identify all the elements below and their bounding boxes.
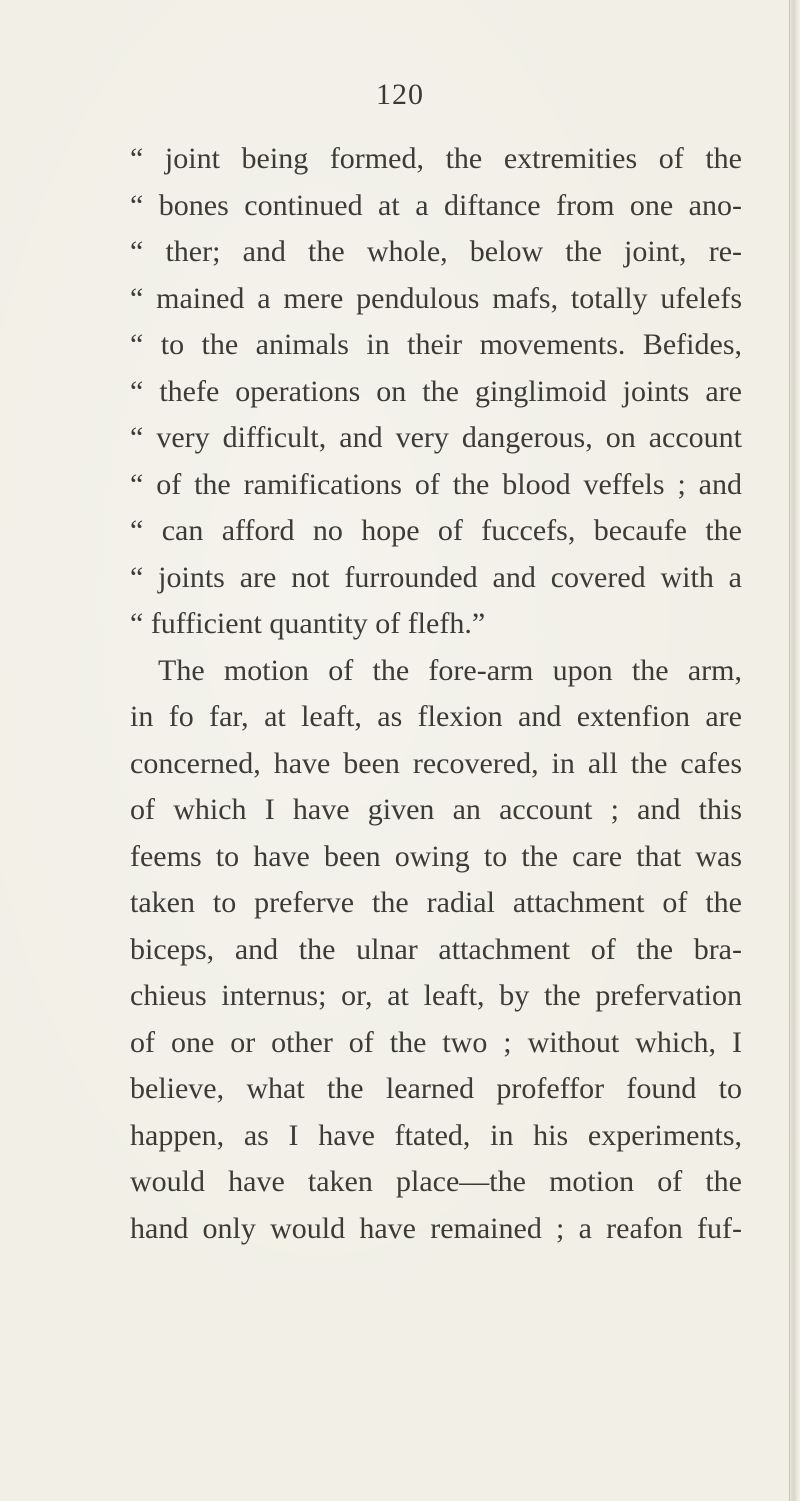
page-number: 120 xyxy=(376,78,424,111)
text-line: “ fufficient quantity of flefh.” xyxy=(130,607,486,640)
text-line: “ to the animals in their movements. Befides, xyxy=(130,328,742,361)
text-line: The motion of the fore-arm upon the arm, xyxy=(158,653,742,687)
text-line: “ joint being formed, the extremities of the xyxy=(130,142,742,175)
text-line: hand only would have remained ; a reafon fuf- xyxy=(130,1211,742,1245)
text-line: of one or other of the two ; without which, I xyxy=(130,1025,742,1059)
text-line: “ bones continued at a diftance from one ano- xyxy=(130,188,742,222)
text-line: taken to preferve the radial attachment of the xyxy=(130,886,742,919)
text-line: in fo far, at leaft, as flexion and extenfion are xyxy=(130,700,742,733)
text-line: would have taken place—the motion of the xyxy=(130,1165,742,1198)
text-line: feems to have been owing to the care that was xyxy=(130,839,742,873)
text-line: “ joints are not furrounded and covered with a xyxy=(130,560,742,594)
text-line: “ can afford no hope of fuccefs, becaufe the xyxy=(130,514,742,547)
text-line: “ very difficult, and very dangerous, on account xyxy=(130,421,742,454)
text-line: biceps, and the ulnar attachment of the bra- xyxy=(130,932,742,966)
text-line: “ ther; and the whole, below the joint, re- xyxy=(130,235,742,268)
text-line: “ of the ramifications of the blood veffels ; and xyxy=(130,467,742,501)
text-line: “ thefe operations on the ginglimoid joints are xyxy=(130,374,742,408)
page-edge xyxy=(789,0,800,1501)
text-line: concerned, have been recovered, in all the cafes xyxy=(130,746,742,780)
text-line: of which I have given an account ; and this xyxy=(130,793,742,826)
text-line: “ mained a mere pendulous mafs, totally ufelefs xyxy=(130,281,742,315)
text-line: chieus internus; or, at leaft, by the prefervation xyxy=(130,979,742,1012)
text-line: believe, what the learned profeffor found to xyxy=(130,1072,742,1105)
text-line: happen, as I have ftated, in his experiments, xyxy=(130,1118,742,1152)
body-text xyxy=(130,136,742,1252)
